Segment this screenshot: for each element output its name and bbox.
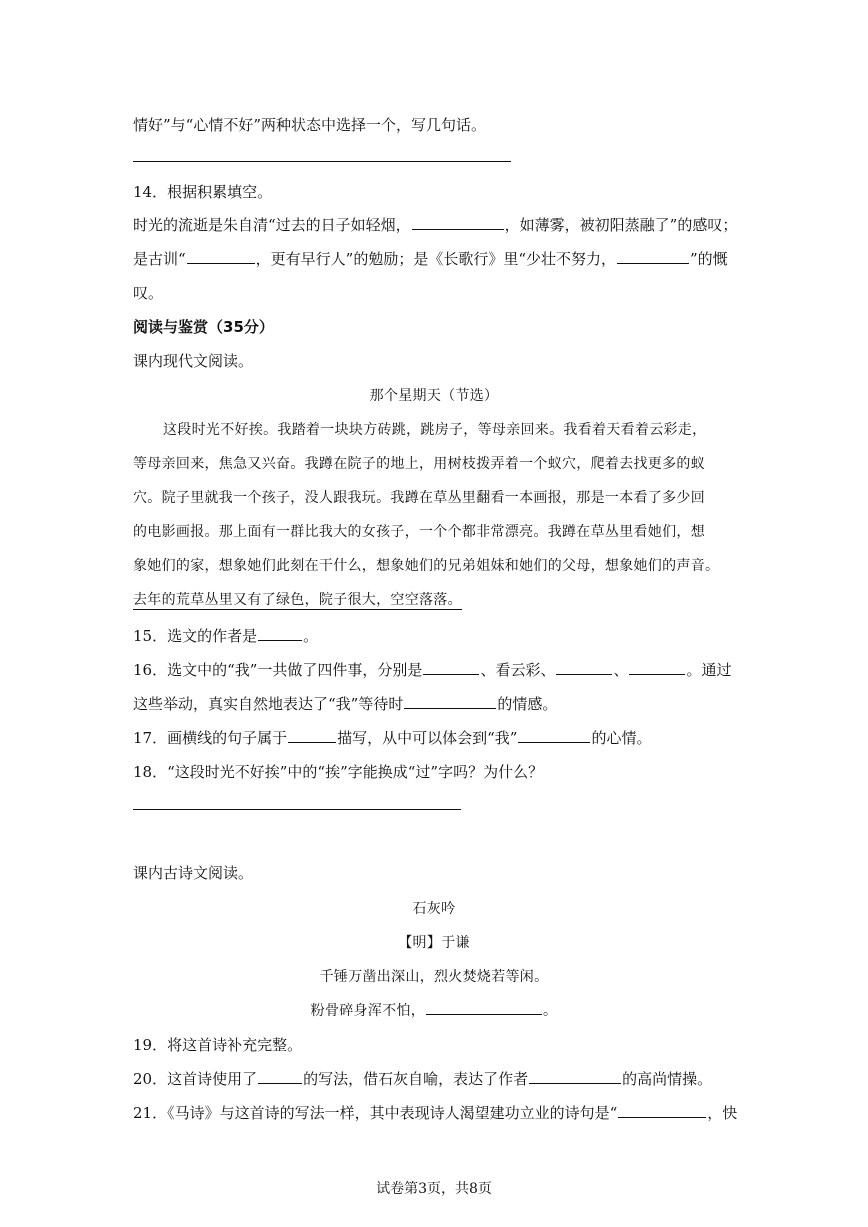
modern-line-2: 等母亲回来，焦急又兴奋。我蹲在院子的地上，用树枝拨弄着一个蚁穴，爬着去找更多的蚁 xyxy=(133,456,705,472)
q16-blank-3[interactable] xyxy=(629,660,685,675)
modern-underlined-sentence xyxy=(133,590,462,610)
q16-blank-4[interactable] xyxy=(404,694,496,709)
q15-b: 。 xyxy=(303,627,319,645)
q14-blank-1[interactable] xyxy=(412,215,504,230)
answer-line-q13[interactable] xyxy=(133,161,511,162)
q17 xyxy=(133,728,651,748)
answer-line-q18[interactable] xyxy=(133,809,461,810)
modern-title: 那个星期天（节选） xyxy=(369,388,499,404)
q16-line1 xyxy=(133,660,731,680)
q20-c: 的高尚情操。 xyxy=(622,1070,713,1088)
poem-blank[interactable] xyxy=(426,1000,542,1015)
section-title: 阅读与鉴赏（35分） xyxy=(133,318,274,336)
q16-a: 16．选文中的“我”一共做了四件事，分别是 xyxy=(133,661,423,679)
q13-tail-text: 情好”与“心情不好”两种状态中选择一个，写几句话。 xyxy=(133,116,487,134)
poem-line-2-a: 粉骨碎身浑不怕， xyxy=(310,1003,426,1019)
q16-d: 。通过 xyxy=(686,661,732,679)
q18: 18．“这段时光不好挨”中的“挨”字能换成“过”字吗？为什么？ xyxy=(133,763,544,781)
q17-blank-2[interactable] xyxy=(518,728,590,743)
q16-blank-1[interactable] xyxy=(423,660,479,675)
q20-blank-1[interactable] xyxy=(258,1069,302,1084)
modern-intro: 课内现代文阅读。 xyxy=(133,352,254,370)
q14-stem: 14．根据积累填空。 xyxy=(133,183,273,201)
q15-a: 15．选文的作者是 xyxy=(133,627,258,645)
q16-f: 的情感。 xyxy=(497,695,558,713)
modern-line-5: 象她们的家，想象她们此刻在干什么，想象她们的兄弟姐妹和她们的父母，想象她们的声音。 xyxy=(133,558,720,574)
poem-line-2 xyxy=(0,1000,868,1020)
q14-line2-b: ，更有早行人”的勉励；是《长歌行》里“少壮不努力， xyxy=(255,250,617,268)
poem-line-2-b: 。 xyxy=(543,1003,558,1019)
q16-b: 、看云彩、 xyxy=(480,661,556,679)
q14-line2-c: ”的慨 xyxy=(690,250,728,268)
q19: 19．将这首诗补充完整。 xyxy=(133,1036,303,1054)
q14-line1-a: 时光的流逝是朱自清“过去的日子如轻烟， xyxy=(133,216,411,234)
poem-title: 石灰吟 xyxy=(412,901,456,917)
q20 xyxy=(133,1069,712,1089)
q17-c: 的心情。 xyxy=(591,729,652,747)
q14-line2-a: 是古训“ xyxy=(133,250,186,268)
q15 xyxy=(133,626,318,646)
q21-a: 21．《马诗》与这首诗的写法一样，其中表现诗人渴望建功立业的诗句是“ xyxy=(133,1104,618,1122)
q17-a: 17．画横线的句子属于 xyxy=(133,729,288,747)
q14-blank-3[interactable] xyxy=(617,249,689,264)
q16-c: 、 xyxy=(613,661,629,679)
q14-blank-2[interactable] xyxy=(187,249,255,264)
q20-b: 的写法，借石灰自喻，表达了作者 xyxy=(303,1070,529,1088)
modern-line-4: 的电影画报。那上面有一群比我大的女孩子，一个个都非常漂亮。我蹲在草丛里看她们，想 xyxy=(133,524,705,540)
poem-line-1: 千锤万凿出深山，烈火焚烧若等闲。 xyxy=(319,969,549,985)
q16-blank-2[interactable] xyxy=(556,660,612,675)
q17-b: 描写，从中可以体会到“我” xyxy=(337,729,518,747)
q20-a: 20．这首诗使用了 xyxy=(133,1070,258,1088)
poem-intro: 课内古诗文阅读。 xyxy=(133,864,254,882)
q16-e: 这些举动，真实自然地表达了“我”等待时 xyxy=(133,695,404,713)
q15-blank[interactable] xyxy=(258,626,302,641)
poem-author: 【明】于谦 xyxy=(398,935,470,951)
q21-b: ，快 xyxy=(707,1104,738,1122)
underlined-text: 去年的荒草丛里又有了绿色，院子很大，空空落落。 xyxy=(133,592,462,608)
q21-blank[interactable] xyxy=(618,1103,706,1118)
q14-line3: 叹。 xyxy=(133,284,164,302)
q20-blank-2[interactable] xyxy=(529,1069,621,1084)
modern-line-3: 穴。院子里就我一个孩子，没人跟我玩。我蹲在草丛里翻看一本画报，那是一本看了多少回 xyxy=(133,490,705,506)
q21 xyxy=(133,1103,737,1123)
q14-line2 xyxy=(133,249,728,269)
q14-line1-b: ，如薄雾，被初阳蒸融了”的感叹； xyxy=(504,216,738,234)
q16-line2 xyxy=(133,694,557,714)
q14-line1 xyxy=(133,215,737,235)
q17-blank-1[interactable] xyxy=(288,728,336,743)
page-footer: 试卷第3页，共8页 xyxy=(376,1181,492,1197)
modern-line-1: 这段时光不好挨。我踏着一块块方砖跳，跳房子，等母亲回来。我看着天看着云彩走， xyxy=(163,422,707,438)
